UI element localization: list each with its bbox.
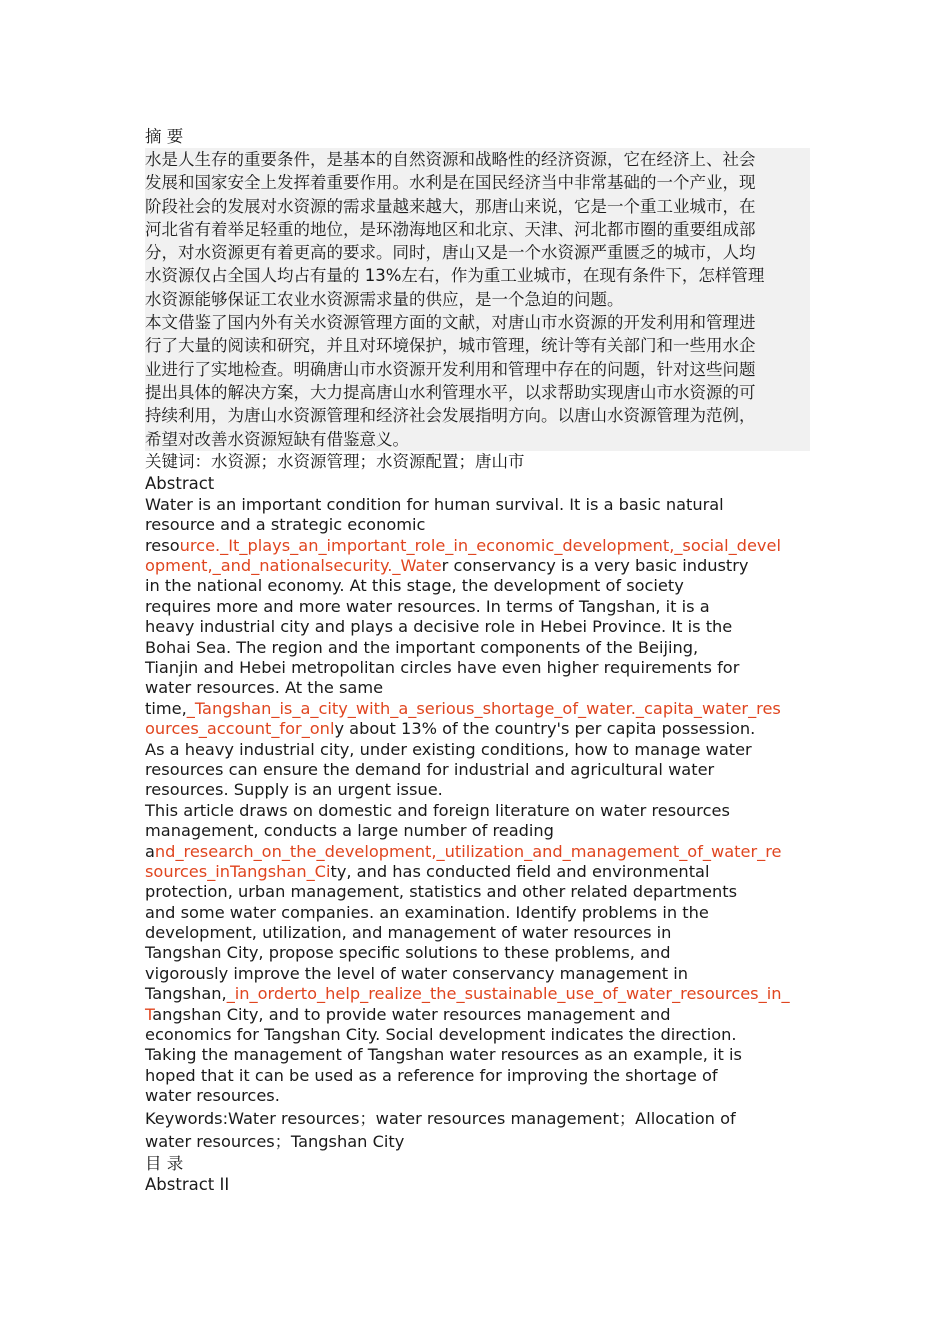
text-line: requires more and more water resources. In terms of Tangshan, it is a [145,596,710,616]
text-line: 水资源能够保证工农业水资源需求量的供应，是一个急迫的问题。 [145,288,810,311]
abstract-zh-paragraph-2 [145,311,810,451]
text-segment: Tangshan, [145,984,227,1004]
text-line-mixed [145,984,810,1004]
text-line: water resources；Tangshan City [145,1131,405,1151]
text-line: water resources. [145,1086,280,1106]
text-line: 提出具体的解决方案，大力提高唐山水利管理水平，以求帮助实现唐山市水资源的可 [145,381,810,404]
text-line: protection, urban management, statistics and other related departments [145,882,737,902]
text-line: hoped that it can be used as a reference for improving the shortage of [145,1065,718,1085]
abstract-zh-heading: 摘 要 [145,127,184,146]
text-segment: r conservancy is a very basic industry [441,556,749,576]
highlighted-text: _Tangshan_is_a_city_with_a_serious_shortage_of_water._capita_water_res [186,698,781,718]
text-line: 阶段社会的发展对水资源的需求量越来越大，那唐山来说，它是一个重工业城市，在 [145,195,810,218]
text-line: in the national economy. At this stage, the development of society [145,576,684,596]
abstract-en-keywords [145,1107,810,1153]
text-line: vigorously improve the level of water conservancy management in [145,963,688,983]
text-line: Tangshan City, propose specific solutions to these problems, and [145,943,671,963]
text-line: and some water companies. an examination. Identify problems in the [145,902,709,922]
highlighted-text: T [145,1004,153,1024]
text-line: Tianjin and Hebei metropolitan circles have even higher requirements for [145,657,740,677]
text-segment: reso [145,535,180,555]
text-line: Water is an important condition for human survival. It is a basic natural [145,494,724,514]
text-line-mixed [145,1005,810,1025]
highlighted-text: sources_inTangshan_Ci [145,861,331,881]
text-line: As a heavy industrial city, under existing conditions, how to manage water [145,739,752,759]
text-line-mixed [145,699,810,719]
text-line-mixed [145,842,810,862]
abstract-en-heading: Abstract [145,473,215,493]
highlighted-text: _in_orderto_help_realize_the_sustainable_use_of_water_resources_in_ [226,984,790,1004]
abstract-zh-paragraph-1 [145,148,810,311]
text-line: 持续利用，为唐山水资源管理和经济社会发展指明方向。以唐山水资源管理为范例， [145,404,810,427]
text-line: Bohai Sea. The region and the important components of the Beijing, [145,637,699,657]
text-line: heavy industrial city and plays a decisive role in Hebei Province. It is the [145,617,733,637]
text-line: Keywords:Water resources；water resources management；Allocation of [145,1108,736,1128]
text-line: development, utilization, and management of water resources in [145,923,672,943]
text-segment: y about 13% of the country's per capita possession. [334,719,756,739]
toc-heading: 目 录 [145,1153,184,1173]
text-line: water resources. At the same [145,678,384,698]
text-segment: time, [145,698,187,718]
abstract-zh-keywords: 关键词：水资源；水资源管理；水资源配置；唐山市 [145,451,525,471]
text-line: 业进行了实地检查。明确唐山市水资源开发利用和管理中存在的问题，针对这些问题 [145,358,810,381]
text-line-mixed [145,719,810,739]
text-line: 分，对水资源更有着更高的要求。同时，唐山又是一个水资源严重匮乏的城市，人均 [145,241,810,264]
text-line: resource and a strategic economic [145,515,426,535]
highlighted-text: nd_research_on_the_development,_utilization_and_management_of_water_re [154,841,782,861]
text-segment: ty, and has conducted field and environmental [330,861,710,881]
text-line: 本文借鉴了国内外有关水资源管理方面的文献，对唐山市水资源的开发利用和管理进 [145,311,810,334]
text-line: 行了大量的阅读和研究，并且对环境保护，城市管理，统计等有关部门和一些用水企 [145,334,810,357]
text-line: economics for Tangshan City. Social development indicates the direction. [145,1025,737,1045]
text-line: 水资源仅占全国人均占有量的 13%左右，作为重工业城市，在现有条件下，怎样管理 [145,264,810,287]
highlighted-text: opment,_and_nationalsecurity._Wate [145,556,442,576]
highlighted-text: ources_account_for_onl [145,719,335,739]
abstract-en-paragraph-1 [145,495,810,801]
text-line: Taking the management of Tangshan water resources as an example, it is [145,1045,742,1065]
document-page [145,126,810,1195]
text-segment: angshan City, and to provide water resources management and [152,1004,671,1024]
abstract-en-paragraph-2 [145,801,810,1107]
toc-item-abstract[interactable]: Abstract II [145,1174,230,1194]
text-line-mixed [145,556,810,576]
text-line: resources. Supply is an urgent issue. [145,780,443,800]
text-line: 发展和国家安全上发挥着重要作用。水利是在国民经济当中非常基础的一个产业，现 [145,171,810,194]
text-line: This article draws on domestic and foreign literature on water resources [145,800,730,820]
table-of-contents [145,1153,810,1195]
text-line: 河北省有着举足轻重的地位，是环渤海地区和北京、天津、河北都市圈的重要组成部 [145,218,810,241]
text-line: management, conducts a large number of reading [145,821,554,841]
highlighted-text: urce._It_plays_an_important_role_in_economic_development,_social_devel [179,535,781,555]
text-line-mixed [145,862,810,882]
text-line: resources can ensure the demand for industrial and agricultural water [145,759,715,779]
text-segment: a [145,841,155,861]
text-line: 水是人生存的重要条件，是基本的自然资源和战略性的经济资源，它在经济上、社会 [145,148,810,171]
text-line-mixed [145,536,810,556]
text-line: 希望对改善水资源短缺有借鉴意义。 [145,428,810,451]
